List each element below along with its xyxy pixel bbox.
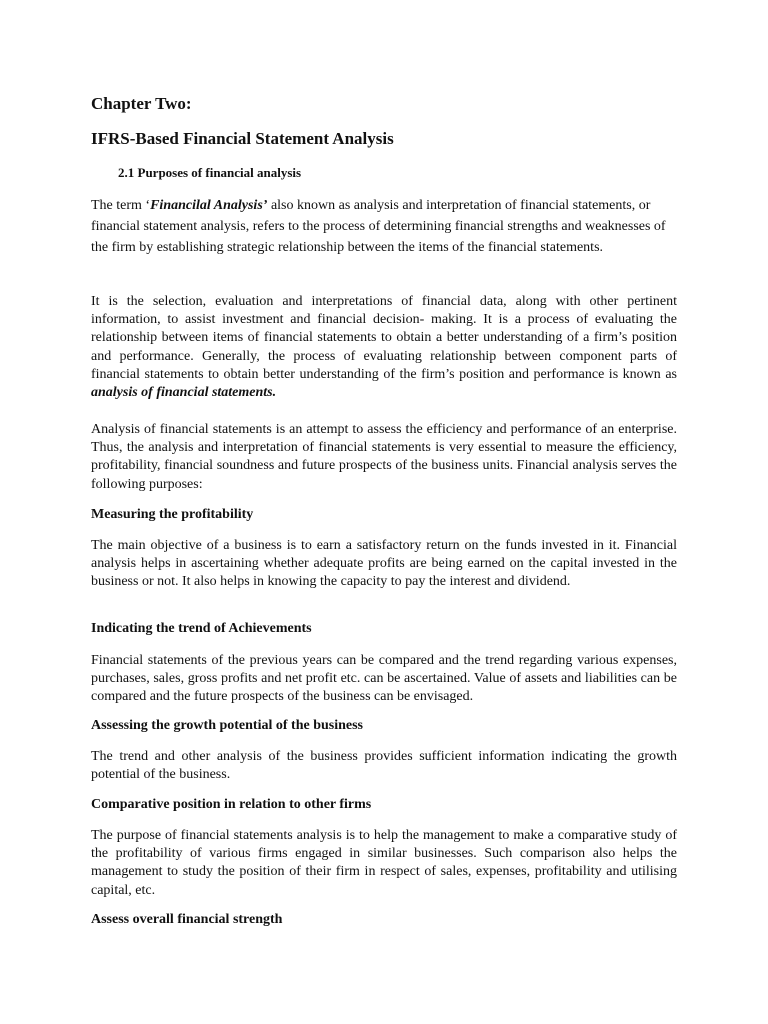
purpose-heading-profitability: Measuring the profitability	[91, 507, 254, 522]
purpose-heading-comparative: Comparative position in relation to other firms	[91, 797, 372, 812]
purpose-heading-financial-strength: Assess overall financial strength	[91, 912, 283, 927]
para2-emphasis: analysis of financial statements.	[91, 385, 277, 401]
purpose-text-comparative: The purpose of financial statements analysis is to help the management to make a comparative study of the profitability of various firms engaged in similar businesses. Such comparison also helps the management to study the position of their firm in respect of sales, expenses, profitability and utilising capital, etc.	[91, 828, 677, 898]
intro-text-after: also known as analysis and interpretation of financial statements, or financial statement analysis, refers to the process of determining financial strengths and weaknesses of the firm by establishing strategic relationship between the items of the financial statements.	[91, 198, 666, 255]
intro-term: Financilal Analysis’	[150, 198, 268, 213]
purpose-text-trend: Financial statements of the previous years can be compared and the trend regarding various expenses, purchases, sales, gross profits and net profit etc. can be ascertained. Value of assets and liabilities can be compared and the future prospects of the business can be envisaged.	[91, 653, 677, 705]
section-heading: 2.1 Purposes of financial analysis	[118, 165, 302, 180]
chapter-title: IFRS-Based Financial Statement Analysis	[91, 129, 394, 148]
intro-paragraph	[91, 196, 677, 258]
intro-text-before: The term ‘	[91, 198, 151, 213]
body-paragraph-2	[91, 293, 677, 402]
purpose-text-profitability: The main objective of a business is to earn a satisfactory return on the funds invested in it. Financial analysis helps in ascertaining whether adequate profits are being earned on the capital invested in the business or not. It also helps in knowing the capacity to pay the interest and dividend.	[91, 538, 677, 590]
purpose-heading-trend: Indicating the trend of Achievements	[91, 621, 312, 636]
purpose-heading-growth: Assessing the growth potential of the business	[91, 718, 363, 733]
chapter-heading: Chapter Two:	[91, 94, 192, 113]
purpose-text-growth: The trend and other analysis of the business provides sufficient information indicating the growth potential of the business.	[91, 749, 677, 783]
para2-text: It is the selection, evaluation and interpretations of financial data, along with other pertinent information, to assist investment and financial decision- making. It is a process of evaluating the relationship between items of financial statements to obtain a better understanding of a firm’s position and performance. Generally, the process of evaluating relationship between component parts of financial statements to obtain better understanding of the firm’s position and performance is known as	[91, 294, 677, 382]
body-paragraph-3: Analysis of financial statements is an attempt to assess the efficiency and performance of an enterprise. Thus, the analysis and interpretation of financial statements is very essential to measure the efficiency, profitability, financial soundness and future prospects of the business units. Financial analysis serves the following purposes:	[91, 422, 677, 492]
